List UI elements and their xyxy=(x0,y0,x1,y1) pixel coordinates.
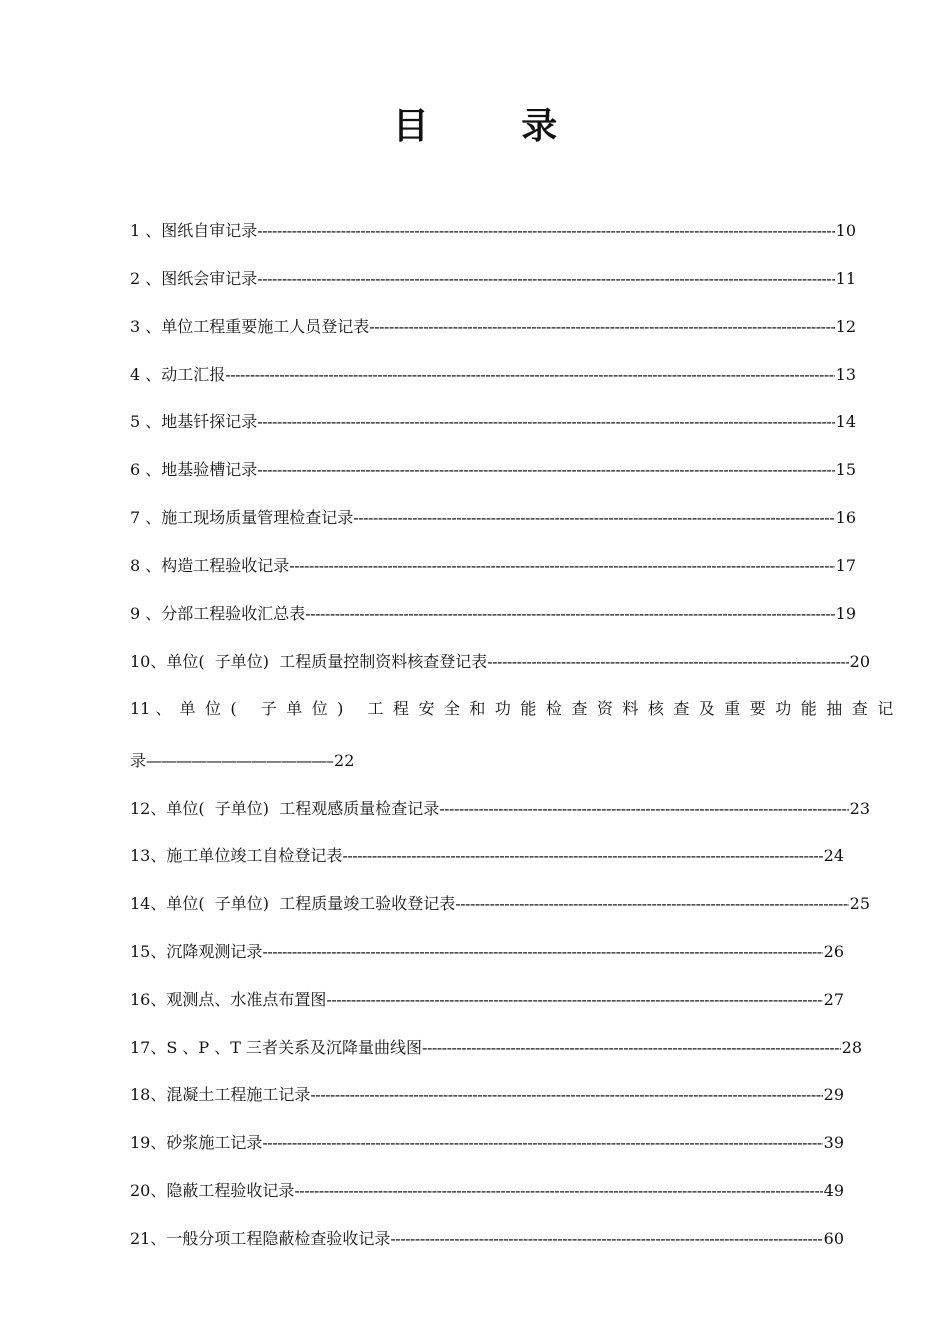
toc-entry-number: 19、 xyxy=(130,1133,167,1152)
toc-entry-title: 隐蔽工程验收记录 xyxy=(166,1181,295,1200)
toc-leader xyxy=(390,1226,822,1252)
toc-entry-page: 39 xyxy=(823,1133,844,1152)
toc-entry-title: 施工单位竣工自检登记表 xyxy=(166,846,343,865)
toc-entry-title: 单位( 子单位) 工程质量控制资料核查登记表 xyxy=(166,652,488,671)
toc-entry-title: 动工汇报 xyxy=(161,365,226,384)
toc-entry-page: 20 xyxy=(849,652,870,671)
toc-entry-title: 单位工程重要施工人员登记表 xyxy=(161,317,370,336)
toc-entry-number: 3 、 xyxy=(130,317,162,336)
toc-entry-number: 4 、 xyxy=(130,365,162,384)
toc-leader xyxy=(422,1035,841,1061)
toc-leader: ————————————– xyxy=(146,751,334,770)
toc-leader xyxy=(487,649,848,675)
toc-entry-7[interactable] xyxy=(130,505,856,531)
toc-entry-page: 10 xyxy=(835,221,856,240)
toc-entry-3[interactable] xyxy=(130,314,856,340)
toc-entry-number: 16、 xyxy=(130,990,167,1009)
toc-entry-17[interactable] xyxy=(130,1035,862,1061)
toc-entry-number: 6 、 xyxy=(130,460,162,479)
toc-leader xyxy=(342,843,822,869)
toc-entry-number: 11 、 xyxy=(130,699,172,718)
toc-entry-page: 24 xyxy=(823,846,844,865)
toc-entry-page: 23 xyxy=(849,799,870,818)
toc-entry-title: 砂浆施工记录 xyxy=(166,1133,263,1152)
page-title: 目 录 xyxy=(392,105,598,147)
toc-entry-title: 单位( 子单位) 工程观感质量检查记录 xyxy=(166,799,440,818)
toc-entry-page: 28 xyxy=(841,1038,862,1057)
toc-entry-title: 施工现场质量管理检查记录 xyxy=(161,508,354,527)
toc-entry-number: 15、 xyxy=(130,942,167,961)
toc-entry-number: 20、 xyxy=(130,1181,167,1200)
toc-entry-number: 12、 xyxy=(130,799,167,818)
toc-entry-9[interactable] xyxy=(130,601,856,627)
toc-entry-number: 2 、 xyxy=(130,269,162,288)
toc-entry-page: 14 xyxy=(835,412,856,431)
toc-entry-16[interactable] xyxy=(130,987,844,1013)
toc-leader xyxy=(439,796,848,822)
toc-leader xyxy=(310,1082,822,1108)
toc-entry-title: 图纸会审记录 xyxy=(161,269,258,288)
toc-entry-title: 观测点、水准点布置图 xyxy=(166,990,327,1009)
toc-entry-number: 14、 xyxy=(130,894,167,913)
toc-entry-title: 地基验槽记录 xyxy=(161,460,258,479)
toc-entry-11[interactable] xyxy=(130,696,900,722)
toc-leader xyxy=(289,553,834,579)
toc-entry-page: 17 xyxy=(835,556,856,575)
toc-entry-1[interactable] xyxy=(130,218,856,244)
toc-leader xyxy=(257,457,834,483)
toc-entry-15[interactable] xyxy=(130,939,844,965)
toc-entry-title: S 、P 、T 三者关系及沉降量曲线图 xyxy=(166,1038,423,1057)
toc-entry-title: 单 位 ( 子 单 位 ) 工 程 安 全 和 功 能 检 查 资 料 核 查 及 重 要 功 能 抽 查 记 xyxy=(179,699,896,718)
toc-entry-number: 8 、 xyxy=(130,556,162,575)
toc-entry-page: 25 xyxy=(849,894,870,913)
toc-entry-page: 13 xyxy=(835,365,856,384)
toc-entry-page: 49 xyxy=(823,1181,844,1200)
toc-entry-8[interactable] xyxy=(130,553,856,579)
toc-leader xyxy=(353,505,834,531)
toc-entry-6[interactable] xyxy=(130,457,856,483)
toc-entry-page: 60 xyxy=(823,1229,844,1248)
toc-entry-number: 17、 xyxy=(130,1038,167,1057)
toc-entry-14[interactable] xyxy=(130,891,870,917)
toc-leader xyxy=(305,601,834,627)
toc-entry-number: 10、 xyxy=(130,652,167,671)
toc-entry-page: 26 xyxy=(823,942,844,961)
toc-entry-title: 地基钎探记录 xyxy=(161,412,258,431)
toc-entry-number: 1 、 xyxy=(130,221,162,240)
toc-entry-21[interactable] xyxy=(130,1226,844,1252)
toc-leader xyxy=(455,891,848,917)
toc-entry-number: 9 、 xyxy=(130,604,162,623)
toc-entry-12[interactable] xyxy=(130,796,870,822)
toc-entry-title: 录 xyxy=(130,751,147,770)
toc-entry-number: 5 、 xyxy=(130,412,162,431)
toc-entry-5[interactable] xyxy=(130,409,856,435)
toc-entry-title: 一般分项工程隐蔽检查验收记录 xyxy=(166,1229,391,1248)
toc-entry-11-continued[interactable] xyxy=(130,748,530,774)
toc-entry-number: 7 、 xyxy=(130,508,162,527)
toc-entry-13[interactable] xyxy=(130,843,844,869)
toc-leader xyxy=(257,266,834,292)
toc-entry-page: 22 xyxy=(334,751,355,770)
toc-entry-2[interactable] xyxy=(130,266,856,292)
toc-leader xyxy=(225,362,834,388)
toc-entry-page: 15 xyxy=(835,460,856,479)
toc-entry-title: 沉降观测记录 xyxy=(166,942,263,961)
toc-leader xyxy=(326,987,822,1013)
toc-entry-10[interactable] xyxy=(130,649,870,675)
toc-entry-page: 29 xyxy=(823,1085,844,1104)
toc-entry-number: 18、 xyxy=(130,1085,167,1104)
toc-entry-page: 11 xyxy=(835,269,856,288)
toc-leader xyxy=(369,314,834,340)
toc-entry-title: 混凝土工程施工记录 xyxy=(166,1085,311,1104)
toc-leader xyxy=(262,1130,822,1156)
toc-entry-title: 图纸自审记录 xyxy=(161,221,258,240)
toc-entry-4[interactable] xyxy=(130,362,856,388)
toc-entry-number: 13、 xyxy=(130,846,167,865)
toc-entry-20[interactable] xyxy=(130,1178,844,1204)
toc-entry-title: 分部工程验收汇总表 xyxy=(161,604,306,623)
toc-entry-page: 16 xyxy=(835,508,856,527)
toc-entry-page: 27 xyxy=(823,990,844,1009)
toc-entry-page: 19 xyxy=(835,604,856,623)
toc-leader xyxy=(262,939,822,965)
toc-entry-number: 21、 xyxy=(130,1229,167,1248)
toc-leader xyxy=(257,409,834,435)
toc-leader xyxy=(257,218,834,244)
toc-entry-title: 构造工程验收记录 xyxy=(161,556,290,575)
toc-entry-page: 12 xyxy=(835,317,856,336)
toc-entry-18[interactable] xyxy=(130,1082,844,1108)
toc-entry-title: 单位( 子单位) 工程质量竣工验收登记表 xyxy=(166,894,456,913)
toc-leader xyxy=(294,1178,822,1204)
toc-entry-19[interactable] xyxy=(130,1130,844,1156)
